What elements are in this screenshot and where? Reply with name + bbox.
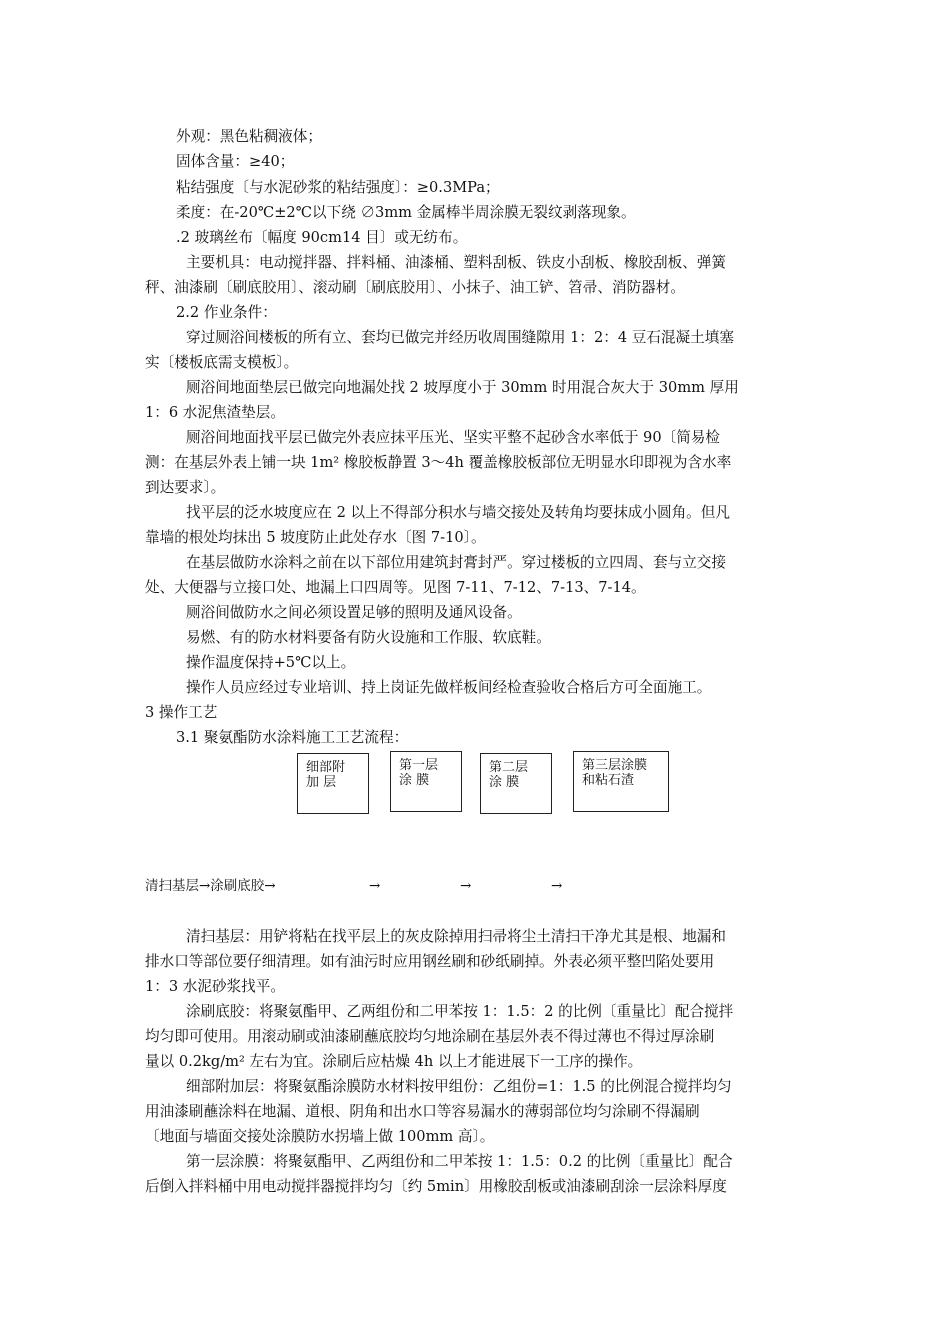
subsection-heading: 3.1 聚氨酯防水涂料施工工艺流程：	[176, 729, 409, 746]
text-line: 测：在基层外表上铺一块 1m² 橡胶板静置 3～4h 覆盖橡胶板部位无明显水印即视为含水率	[145, 454, 732, 471]
text-line: 涂刷底胶：将聚氨酯甲、乙两组份和二甲苯按 1：1.5：2 的比例〔重量比〕配合搅拌	[186, 1003, 734, 1020]
flow-line-start: 清扫基层→涂刷底胶→	[145, 878, 276, 894]
text-line: 第一层涂膜：将聚氨酯甲、乙两组份和二甲苯按 1：1.5：0.2 的比例〔重量比〕配合	[186, 1153, 733, 1170]
text-line: 1：6 水泥焦渣垫层。	[145, 404, 285, 421]
text-line: 操作人员应经过专业培训、持上岗证先做样板间经检查验收合格后方可全面施工。	[186, 679, 712, 696]
text-line: 后倒入拌料桶中用电动搅拌器搅拌均匀〔约 5min〕用橡胶刮板或油漆刷刮涂一层涂料厚度	[145, 1178, 727, 1195]
text-line: 厕浴间地面垫层已做完向地漏处找 2 坡厚度小于 30mm 时用混合灰大于 30mm 厚用	[186, 379, 739, 396]
flow-arrow: →	[551, 878, 563, 894]
text-line: 细部附加层：将聚氨酯涂膜防水材料按甲组份：乙组份=1：1.5 的比例混合搅拌均匀	[186, 1078, 732, 1095]
flow-arrow: →	[460, 878, 472, 894]
flow-arrow: →	[369, 878, 381, 894]
text-line: 靠墙的根处均抹出 5 坡度防止此处存水〔图 7-10〕。	[145, 529, 486, 546]
text-line: 柔度：在-20℃±2℃以下绕 ∅3mm 金属棒半周涂膜无裂纹剥落现象。	[176, 204, 636, 221]
text-line: 秤、油漆刷〔刷底胶用〕、滚动刷〔刷底胶用〕、小抹子、油工铲、笤帚、消防器材。	[145, 279, 685, 296]
flow-box-first-coat: 第一层 涂 膜	[390, 751, 462, 812]
text-line: 粘结强度〔与水泥砂浆的粘结强度〕：≥0.3MPa；	[176, 179, 500, 196]
text-line: 到达要求〕。	[145, 479, 226, 496]
flow-box-third-coat: 第三层涂膜 和粘石渣	[573, 751, 669, 812]
text-line: 操作温度保持+5℃以上。	[186, 654, 356, 671]
text-line: 1：3 水泥砂浆找平。	[145, 978, 285, 995]
text-line: 在基层做防水涂料之前在以下部位用建筑封膏封严。穿过楼板的立四周、套与立交接	[186, 554, 726, 571]
text-line: 清扫基层：用铲将粘在找平层上的灰皮除掉用扫帚将尘土清扫干净尤其是根、地漏和	[186, 928, 726, 945]
text-line: 易燃、有的防水材料要备有防火设施和工作服、软底鞋。	[186, 629, 551, 646]
text-line: 找平层的泛水坡度应在 2 以上不得部分积水与墙交接处及转角均要抹成小圆角。但凡	[186, 504, 730, 521]
text-line: 均匀即可使用。用滚动刷或油漆刷蘸底胶均匀地涂刷在基层外表不得过薄也不得过厚涂刷	[145, 1028, 715, 1045]
flow-box-second-coat: 第二层 涂 膜	[480, 753, 552, 814]
text-line: 排水口等部位要仔细清理。如有油污时应用钢丝刷和砂纸刷掉。外表必须平整凹陷处要用	[145, 953, 715, 970]
text-line: .2 玻璃丝布〔幅度 90cm14 目〕或无纺布。	[176, 229, 468, 246]
text-line: 处、大便器与立接口处、地漏上口四周等。见图 7-11、7-12、7-13、7-14。	[145, 579, 646, 596]
text-line: 用油漆刷蘸涂料在地漏、道根、阴角和出水口等容易漏水的薄弱部位均匀涂刷不得漏刷	[145, 1103, 700, 1120]
section-heading: 2.2 作业条件：	[176, 304, 277, 321]
text-line: 主要机具：电动搅拌器、拌料桶、油漆桶、塑料刮板、铁皮小刮板、橡胶刮板、弹簧	[186, 254, 726, 271]
text-line: 实〔楼板底需支模板〕。	[145, 354, 299, 371]
text-line: 穿过厕浴间楼板的所有立、套均已做完并经历收周围缝隙用 1：2：4 豆石混凝土填塞	[186, 329, 734, 346]
text-line: 外观：黑色粘稠液体；	[176, 128, 322, 145]
text-line: 〔地面与墙面交接处涂膜防水拐墙上做 100mm 高〕。	[145, 1128, 495, 1145]
text-line: 厕浴间做防水之间必须设置足够的照明及通风设备。	[186, 604, 522, 621]
section-heading: 3 操作工艺	[145, 704, 218, 721]
flow-box-detail-layer: 细部附 加 层	[297, 753, 369, 814]
text-line: 量以 0.2kg/m² 左右为宜。涂刷后应枯燥 4h 以上才能进展下一工序的操作。	[145, 1053, 643, 1070]
text-line: 固体含量：≥40；	[176, 153, 295, 170]
text-line: 厕浴间地面找平层已做完外表应抹平压光、坚实平整不起砂含水率低于 90〔简易检	[186, 429, 720, 446]
